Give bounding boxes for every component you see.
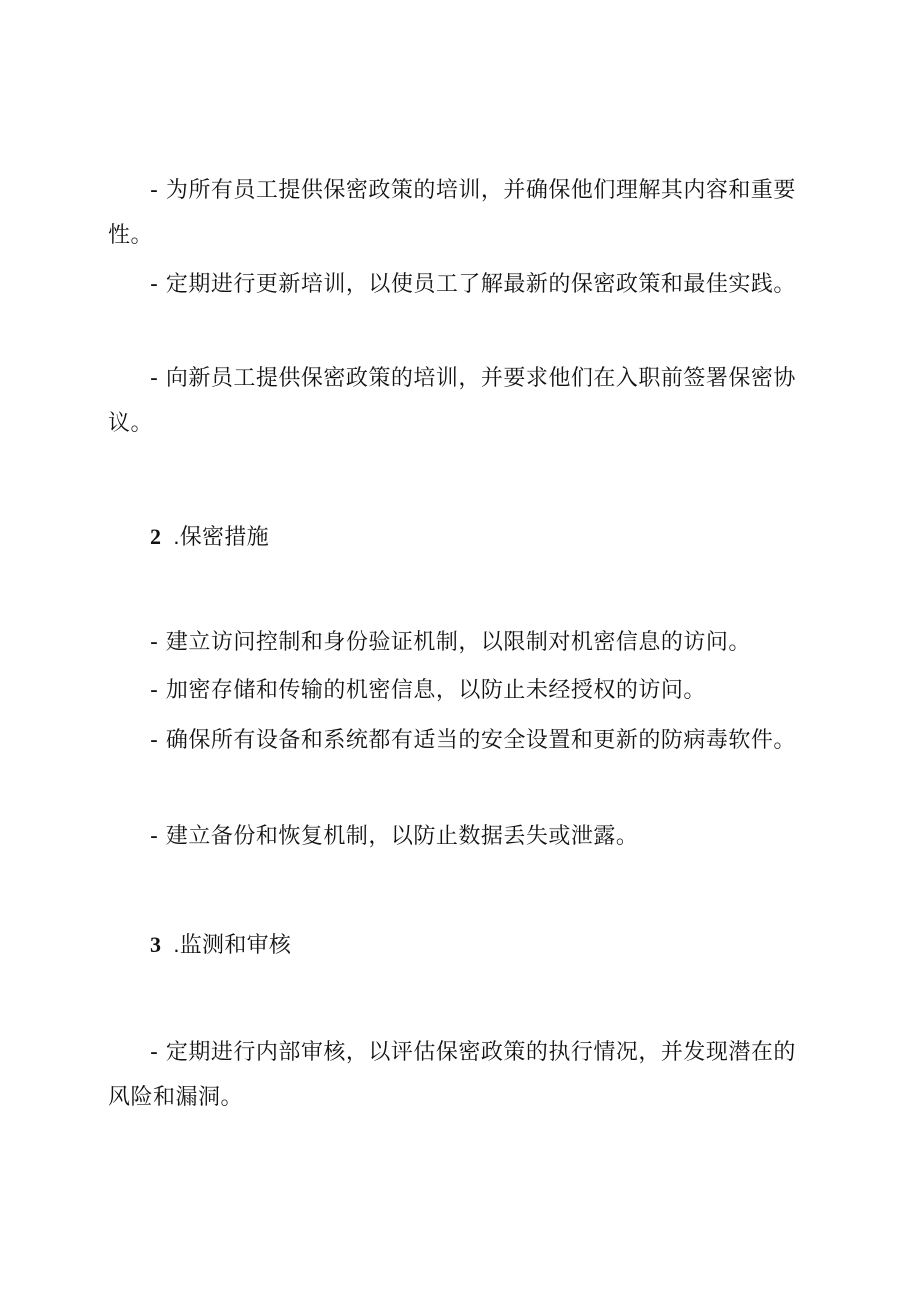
list-item: - 加密存储和传输的机密信息，以防止未经授权的访问。 [150,678,706,703]
list-item: - 确保所有设备和系统都有适当的安全设置和更新的防病毒软件。 [150,728,796,753]
list-item: - 建立访问控制和身份验证机制，以限制对机密信息的访问。 [150,630,751,655]
list-item: - 建立备份和恢复机制，以防止数据丢失或泄露。 [150,824,639,849]
list-item: - 向新员工提供保密政策的培训，并要求他们在入职前签署保密协议。 [108,366,796,436]
section-heading [150,930,291,960]
section-number: 3 [150,932,162,957]
section-title: .监测和审核 [173,932,292,957]
list-item: - 定期进行内部审核，以评估保密政策的执行情况，并发现潜在的风险和漏洞。 [108,1040,796,1110]
list-item: - 为所有员工提供保密政策的培训，并确保他们理解其内容和重要性。 [108,178,796,248]
section-heading [150,522,269,552]
list-item: - 定期进行更新培训，以使员工了解最新的保密政策和最佳实践。 [150,272,796,297]
section-number: 2 [150,524,162,549]
section-title: .保密措施 [173,524,269,549]
